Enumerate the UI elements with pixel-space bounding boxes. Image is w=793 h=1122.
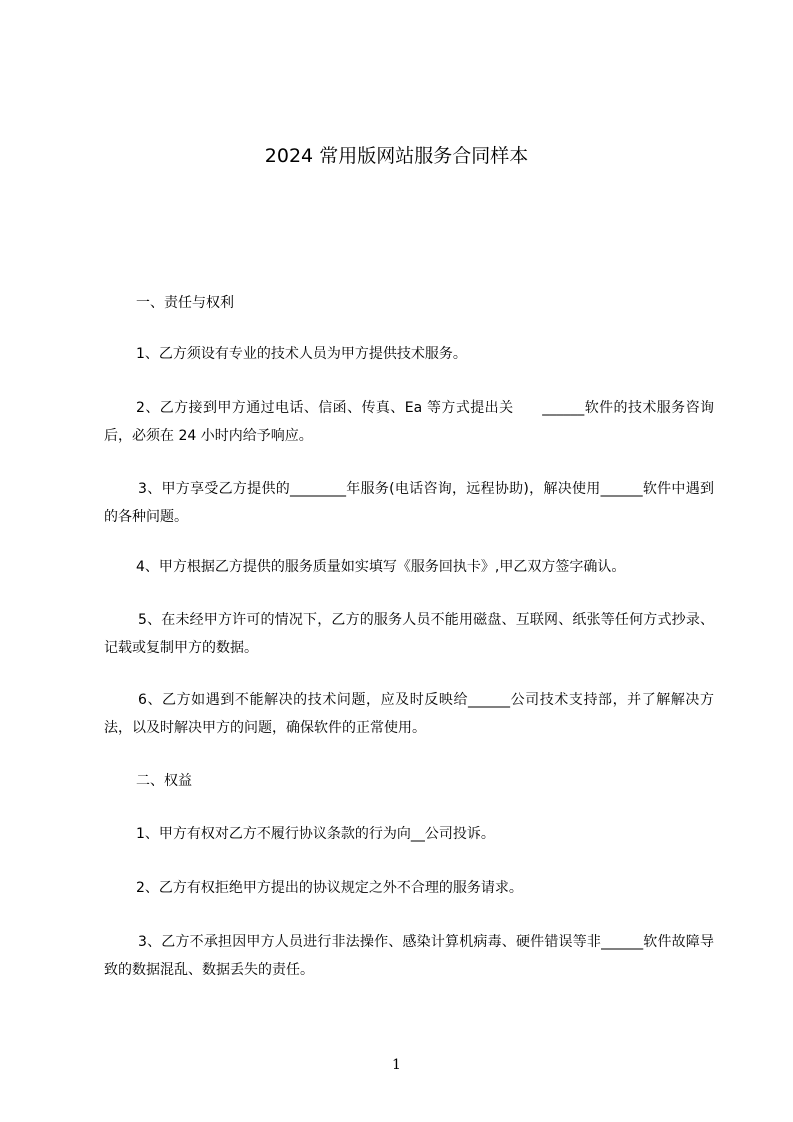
interests-item-1: 1、甲方有权对乙方不履行协议条款的行为向__公司投诉。 (136, 826, 495, 842)
rights-item-2: 2、乙方接到甲方通过电话、信函、传真、Ea 等方式提出关 ______软件的技术服务咨询后，必须在 24 小时内给予响应。 (104, 400, 714, 444)
interests-item-2: 2、乙方有权拒绝甲方提出的协议规定之外不合理的服务请求。 (136, 880, 523, 896)
rights-item-3: 3、甲方享受乙方提供的________年服务(电话咨询，远程协助)，解决使用______软件中遇到的各种问题。 (104, 481, 714, 525)
section-heading-interests: 二、权益 (136, 773, 192, 789)
interests-item-3: 3、乙方不承担因甲方人员进行非法操作、感染计算机病毒、硬件错误等非______软件故障导致的数据混乱、数据丢失的责任。 (104, 934, 714, 978)
page-number: 1 (392, 1057, 401, 1073)
document-title: 2024 常用版网站服务合同样本 (264, 145, 529, 167)
rights-item-6: 6、乙方如遇到不能解决的技术问题，应及时反映给______公司技术支持部，并了解解决方法，以及时解决甲方的问题，确保软件的正常使用。 (104, 692, 714, 736)
rights-item-4: 4、甲方根据乙方提供的服务质量如实填写《服务回执卡》,甲乙双方签字确认。 (136, 559, 626, 575)
section-heading-rights: 一、责任与权利 (136, 295, 234, 311)
rights-item-1: 1、乙方须设有专业的技术人员为甲方提供技术服务。 (136, 346, 467, 362)
rights-item-5: 5、在未经甲方许可的情况下，乙方的服务人员不能用磁盘、互联网、纸张等任何方式抄录、记载或复制甲方的数据。 (104, 612, 714, 656)
